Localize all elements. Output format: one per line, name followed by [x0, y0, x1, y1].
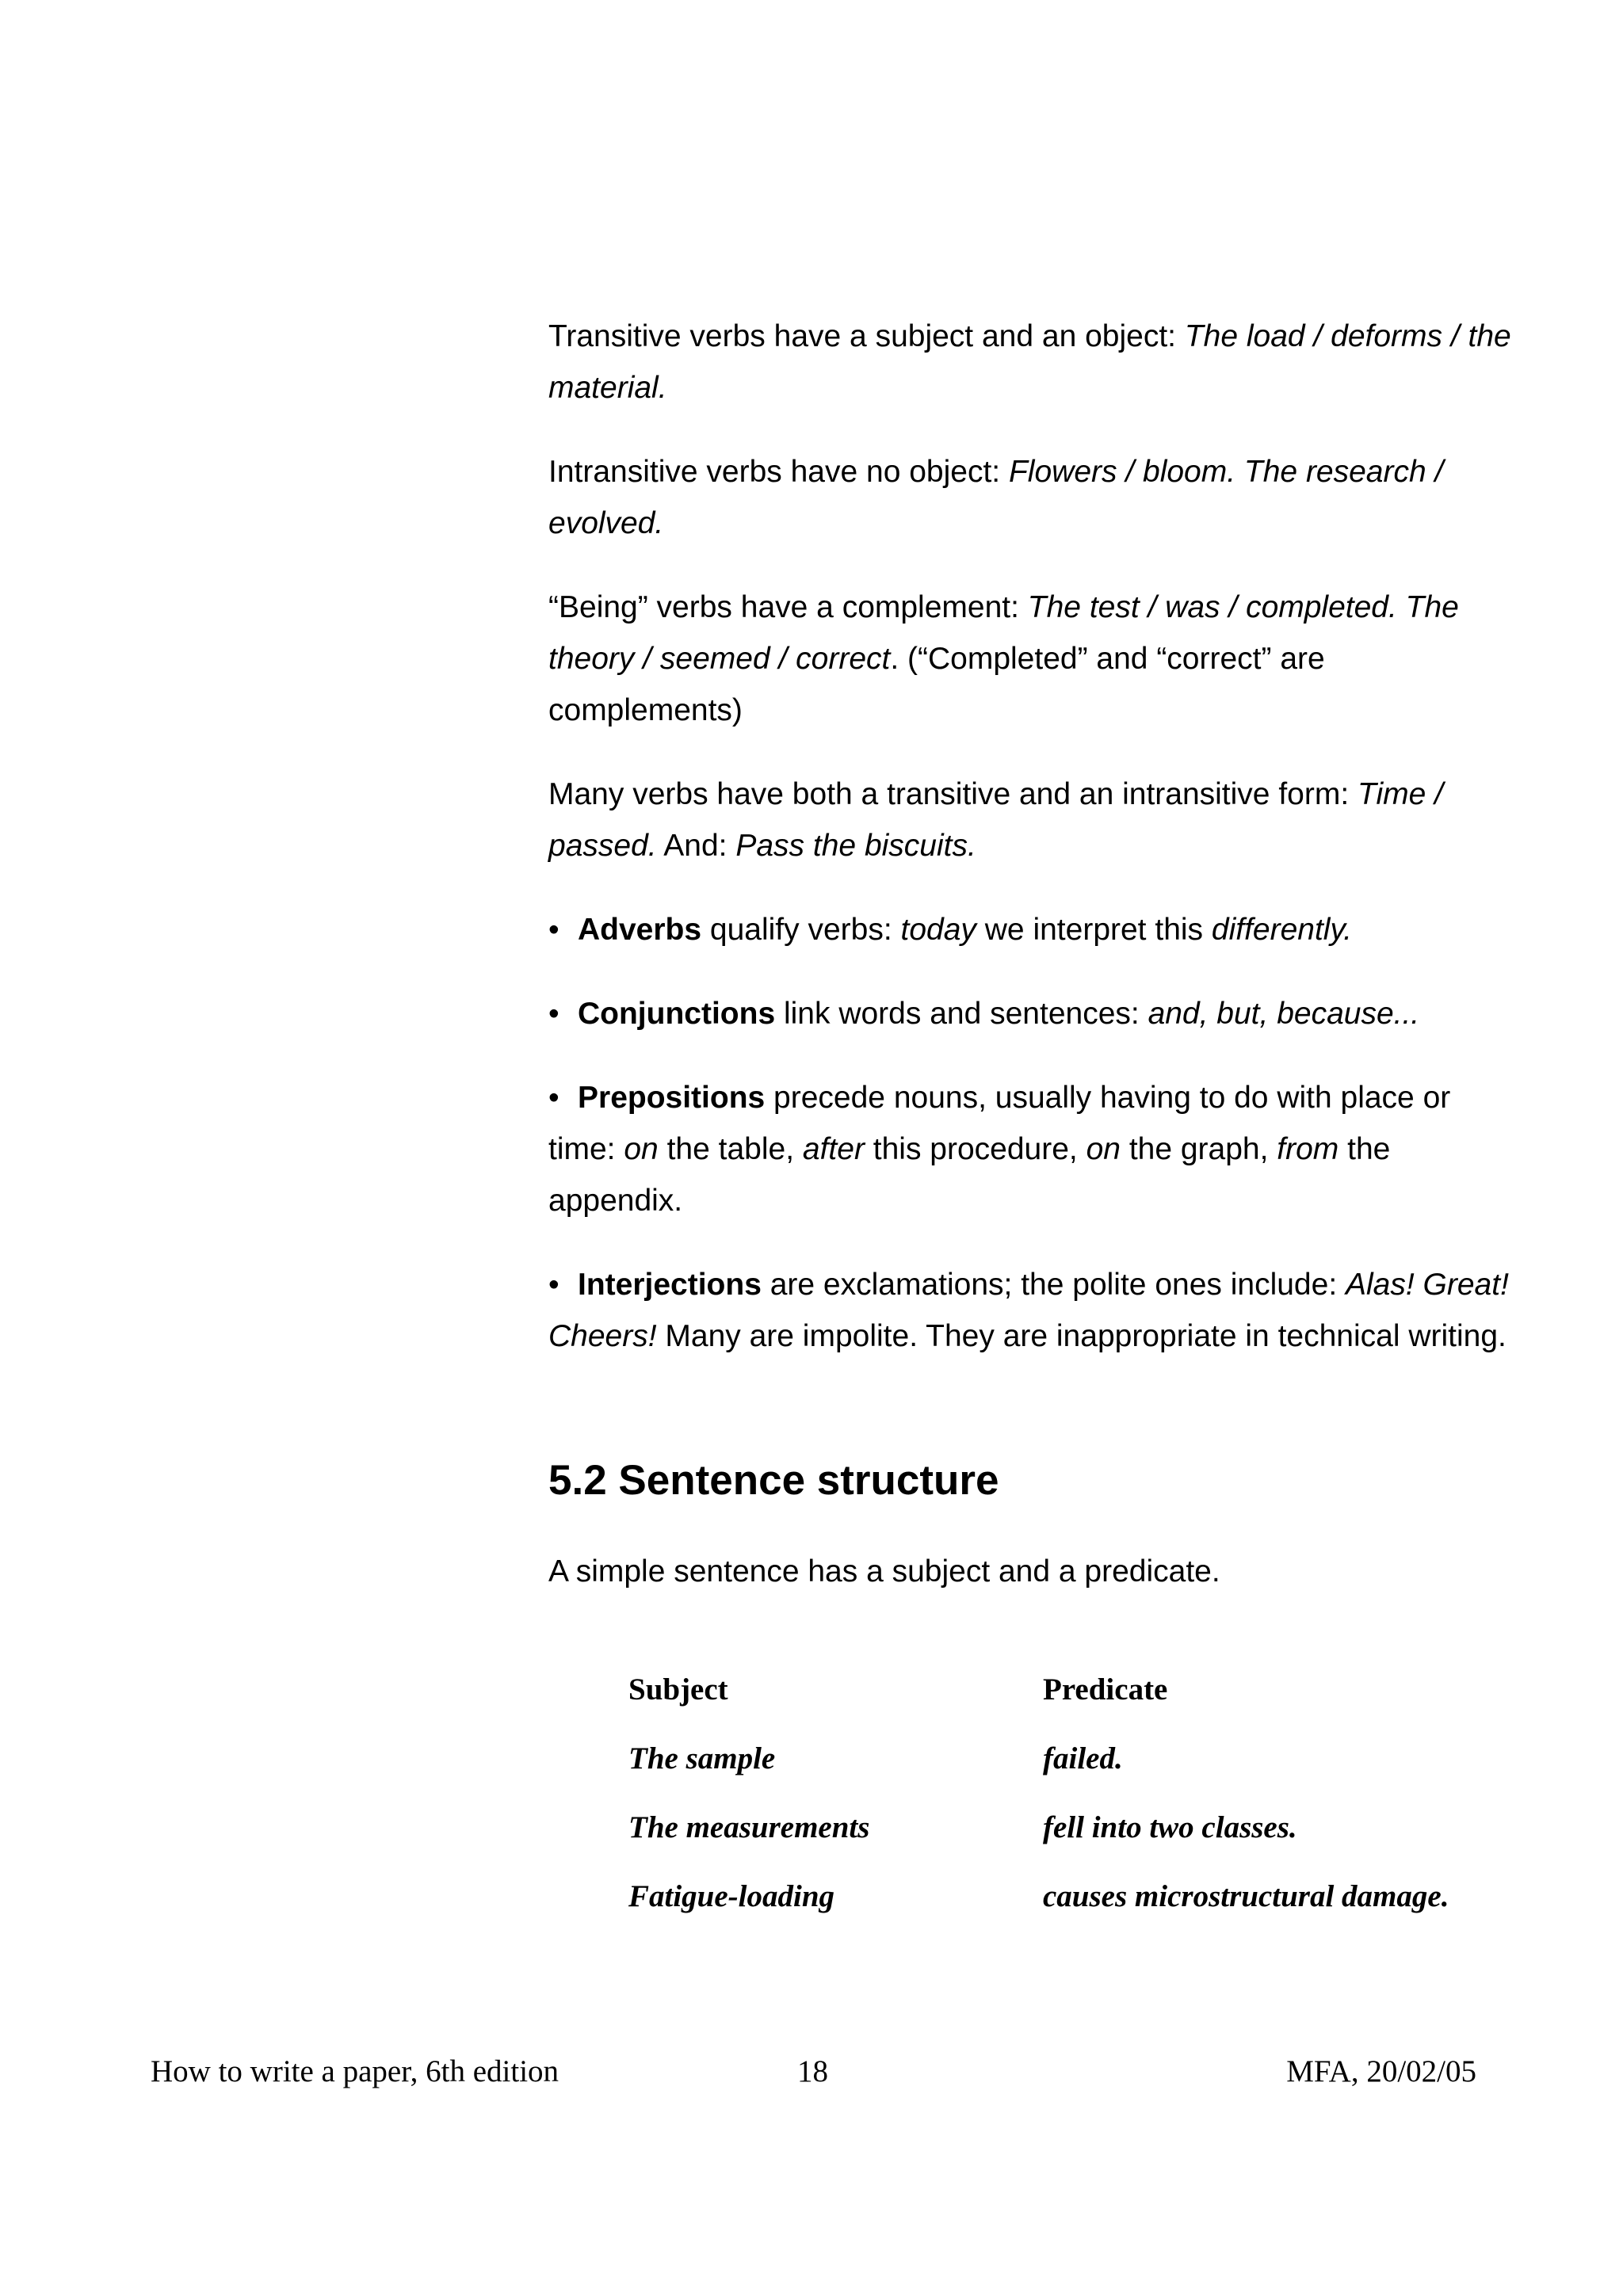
table-cell-predicate: failed.	[1043, 1741, 1123, 1775]
table-row	[628, 1810, 1540, 1878]
page-footer	[0, 2054, 1623, 2093]
page-number: 18	[797, 2054, 828, 2088]
example-text: Pass the biscuits.	[735, 829, 976, 863]
bullet-text: Many are impolite. They are inappropriate in technical writing.	[656, 1319, 1507, 1353]
bullet-prepositions	[548, 1072, 1515, 1226]
table-cell-predicate: causes microstructural damage.	[1043, 1879, 1449, 1913]
bullet-text: this procedure,	[864, 1132, 1086, 1166]
bullet-text: are exclamations; the polite ones include:	[761, 1268, 1346, 1302]
table-header-predicate: Predicate	[1043, 1672, 1168, 1707]
bullet-text: the graph,	[1120, 1132, 1277, 1166]
bullet-icon: •	[548, 1268, 559, 1302]
section-intro: A simple sentence has a subject and a predicate.	[548, 1554, 1220, 1589]
page-body	[548, 311, 1515, 1597]
bullet-text: we interpret this	[976, 913, 1212, 947]
example-text: and, but, because...	[1148, 997, 1420, 1031]
footer-title: How to write a paper, 6th edition	[151, 2054, 559, 2088]
bullet-term: Interjections	[578, 1268, 762, 1302]
paragraph-text: Transitive verbs have a subject and an object:	[548, 319, 1185, 353]
bullet-term: Conjunctions	[578, 997, 776, 1031]
paragraph-both-forms	[548, 769, 1515, 871]
bullet-interjections	[548, 1259, 1515, 1362]
table-header-subject: Subject	[628, 1672, 728, 1707]
table-header-row	[628, 1672, 1540, 1741]
paragraph-text: . (“Completed” and “correct” are complements)	[548, 642, 1325, 727]
example-text: The test / was / completed. The theory / seemed / correct	[548, 590, 1459, 676]
paragraph-text: Many verbs have both a transitive and an intransitive form:	[548, 777, 1358, 811]
bullet-adverbs	[548, 904, 1515, 955]
table-row	[628, 1741, 1540, 1810]
section-heading: 5.2 Sentence structure	[548, 1457, 999, 1504]
example-text: Flowers / bloom. The research / evolved.	[548, 455, 1444, 540]
example-text: differently.	[1211, 913, 1352, 947]
example-text: today	[900, 913, 976, 947]
example-text: The load / deforms / the material.	[548, 319, 1511, 405]
table-cell-predicate: fell into two classes.	[1043, 1810, 1297, 1844]
bullet-icon: •	[548, 1081, 559, 1115]
example-text: Time / passed.	[548, 777, 1444, 863]
bullet-conjunctions	[548, 988, 1515, 1039]
paragraph-text: Intransitive verbs have no object:	[548, 455, 1009, 489]
example-text: on	[624, 1132, 659, 1166]
bullet-term: Prepositions	[578, 1081, 766, 1115]
example-text: after	[802, 1132, 865, 1166]
bullet-text: precede nouns, usually having to do with place or time:	[548, 1081, 1451, 1166]
bullet-text: the appendix.	[548, 1132, 1391, 1218]
subject-predicate-table	[628, 1672, 1540, 1947]
bullet-term: Adverbs	[578, 913, 702, 947]
example-text: Alas! Great! Cheers!	[548, 1268, 1509, 1353]
example-text: from	[1277, 1132, 1339, 1166]
bullet-text: link words and sentences:	[775, 997, 1148, 1031]
table-cell-subject: Fatigue-loading	[628, 1879, 835, 1913]
paragraph-being-verbs	[548, 582, 1515, 736]
paragraph-text: And:	[656, 829, 736, 863]
footer-author-date: MFA, 20/02/05	[1286, 2054, 1476, 2088]
table-cell-subject: The sample	[628, 1741, 776, 1775]
bullet-text: qualify verbs:	[701, 913, 901, 947]
bullet-text: the table,	[658, 1132, 803, 1166]
bullet-icon: •	[548, 997, 559, 1031]
example-text: on	[1086, 1132, 1121, 1166]
table-row	[628, 1878, 1540, 1947]
paragraph-transitive-verbs	[548, 311, 1515, 414]
paragraph-intransitive-verbs	[548, 446, 1515, 549]
paragraph-text: “Being” verbs have a complement:	[548, 590, 1028, 624]
bullet-icon: •	[548, 913, 559, 947]
table-cell-subject: The measurements	[628, 1810, 870, 1844]
